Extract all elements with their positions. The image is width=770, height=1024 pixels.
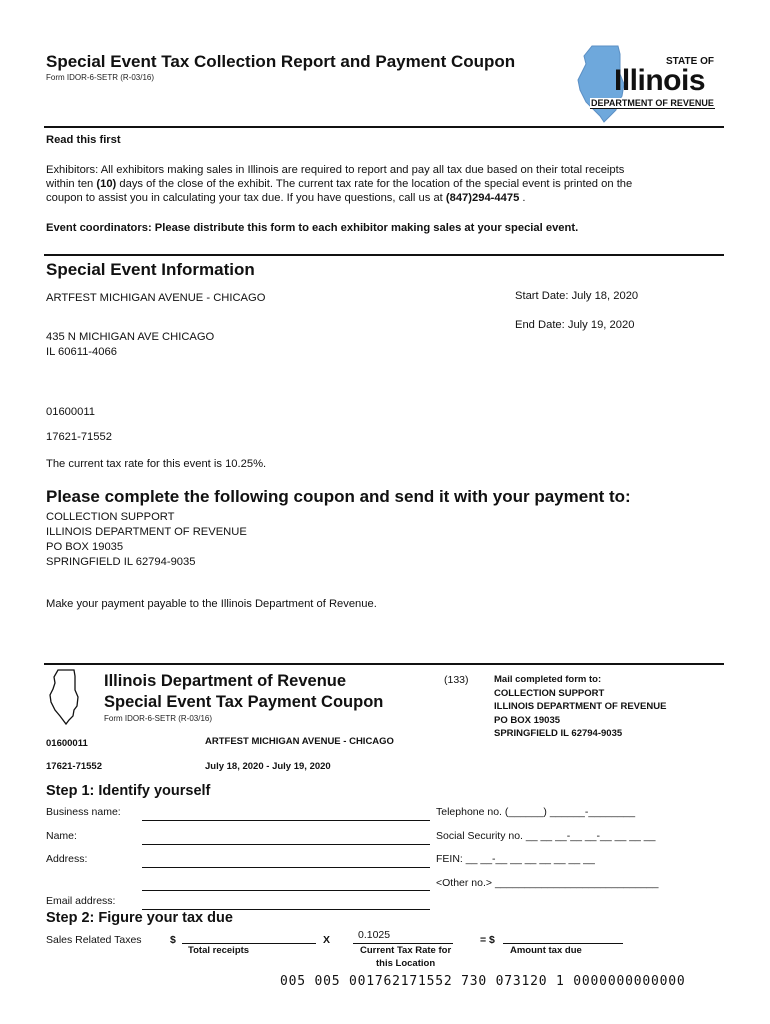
step2-heading: Step 2: Figure your tax due — [46, 910, 233, 926]
fein-field[interactable]: FEIN: __ __-__ __ __ __ __ __ __ — [436, 853, 595, 865]
total-receipts-label: Total receipts — [188, 945, 250, 956]
tax-rate-label — [360, 945, 451, 970]
tax-rate-text: The current tax rate for this event is 10.25%. — [46, 458, 267, 470]
address-label: Address: — [46, 853, 88, 865]
intro-line-2b: (10) — [96, 178, 117, 190]
payable-note: Make your payment payable to the Illinois Department of Revenue. — [46, 598, 377, 610]
mail-line-1: COLLECTION SUPPORT — [46, 511, 175, 523]
amount-due-field[interactable] — [503, 943, 623, 944]
mail-heading: Please complete the following coupon and send it with your payment to: — [46, 487, 631, 506]
intro-line-2 — [46, 177, 632, 192]
mail-to-line-3: ILLINOIS DEPARTMENT OF REVENUE — [494, 701, 667, 712]
mail-line-4: SPRINGFIELD IL 62794-9035 — [46, 556, 196, 568]
event-name: ARTFEST MICHIGAN AVENUE - CHICAGO — [46, 292, 266, 304]
ocr-scanline: 005 005 001762171552 730 073120 1 0000000000000 — [280, 974, 686, 989]
coupon-event-name: ARTFEST MICHIGAN AVENUE - CHICAGO — [205, 736, 394, 747]
header-divider — [44, 126, 724, 128]
event-id-2: 17621-71552 — [46, 431, 112, 443]
address-field-2[interactable] — [142, 890, 430, 891]
business-name-field[interactable] — [142, 820, 430, 821]
logo-dept: DEPARTMENT OF REVENUE — [591, 98, 714, 108]
intro-line-3 — [46, 191, 526, 206]
sales-taxes-label: Sales Related Taxes — [46, 934, 142, 946]
mail-line-2: ILLINOIS DEPARTMENT OF REVENUE — [46, 526, 247, 538]
email-label: Email address: — [46, 895, 116, 907]
coupon-divider — [44, 663, 724, 665]
equals-dollar: = $ — [480, 934, 495, 946]
coordinators-note: Event coordinators: Please distribute this form to each exhibitor making sales at your special event. — [46, 222, 579, 234]
other-number-field[interactable]: <Other no.> ____________________________ — [436, 877, 659, 889]
start-date: Start Date: July 18, 2020 — [515, 290, 639, 302]
address-field-1[interactable] — [142, 867, 430, 868]
end-date: End Date: July 19, 2020 — [515, 319, 635, 331]
dollar-sign: $ — [170, 934, 176, 946]
name-field[interactable] — [142, 844, 430, 845]
section-divider-1 — [44, 254, 724, 256]
intro-line-3c: . — [519, 192, 526, 204]
event-address-1: 435 N MICHIGAN AVE CHICAGO — [46, 331, 215, 343]
illinois-logo — [574, 44, 722, 124]
mail-line-3: PO BOX 19035 — [46, 541, 124, 553]
tax-rate-label-2: this Location — [376, 957, 436, 969]
tax-rate-value: 0.1025 — [358, 929, 391, 941]
mail-to-line-4: PO BOX 19035 — [494, 714, 561, 726]
illinois-outline-icon — [48, 668, 84, 726]
times-sign: X — [323, 934, 331, 946]
coupon-dates: July 18, 2020 - July 19, 2020 — [205, 761, 331, 772]
mail-to-line-5: SPRINGFIELD IL 62794-9035 — [494, 728, 623, 739]
coupon-form-id: Form IDOR-6-SETR (R-03/16) — [104, 714, 213, 723]
read-first-heading: Read this first — [46, 134, 121, 146]
event-info-heading: Special Event Information — [46, 260, 255, 279]
mail-to-line-2: COLLECTION SUPPORT — [494, 687, 605, 699]
intro-line-2a: within ten — [46, 178, 97, 190]
amount-due-label: Amount tax due — [510, 945, 582, 956]
coupon-title-2: Special Event Tax Payment Coupon — [104, 693, 384, 711]
coupon-title-1: Illinois Department of Revenue — [104, 672, 347, 690]
step1-heading: Step 1: Identify yourself — [46, 783, 211, 799]
total-receipts-field[interactable] — [182, 943, 316, 944]
ssn-field[interactable]: Social Security no. __ __ __-__ __-__ __ __ __ — [436, 830, 656, 842]
coupon-code: (133) — [444, 674, 469, 686]
tax-rate-line — [353, 943, 453, 944]
intro-line-2c: days of the close of the exhibit. The current tax rate for the location of the special event is printed on the — [116, 178, 633, 190]
tax-rate-label-1: Current Tax Rate for — [360, 945, 452, 956]
intro-line-1: Exhibitors: All exhibitors making sales in Illinois are required to report and pay all tax due based on their total receipts — [46, 164, 625, 176]
logo-state-of: STATE OF — [666, 56, 714, 67]
coupon-id-2: 17621-71552 — [46, 761, 102, 772]
telephone-field[interactable]: Telephone no. (______) ______-________ — [436, 806, 636, 818]
business-name-label: Business name: — [46, 806, 121, 818]
mail-to-line-1: Mail completed form to: — [494, 674, 602, 685]
intro-line-3a: coupon to assist you in calculating your tax due. If you have questions, call us at — [46, 192, 446, 204]
phone-number: (847)294-4475 — [445, 192, 520, 204]
event-id-1: 01600011 — [46, 406, 95, 418]
logo-illinois: Illinois — [614, 64, 706, 97]
coupon-id-1: 01600011 — [46, 738, 88, 749]
event-address-2: IL 60611-4066 — [46, 346, 117, 358]
page-title: Special Event Tax Collection Report and Payment Coupon — [46, 52, 516, 71]
form-id: Form IDOR-6-SETR (R-03/16) — [46, 73, 155, 82]
coupon-mail-to — [494, 673, 666, 741]
name-label: Name: — [46, 830, 77, 842]
